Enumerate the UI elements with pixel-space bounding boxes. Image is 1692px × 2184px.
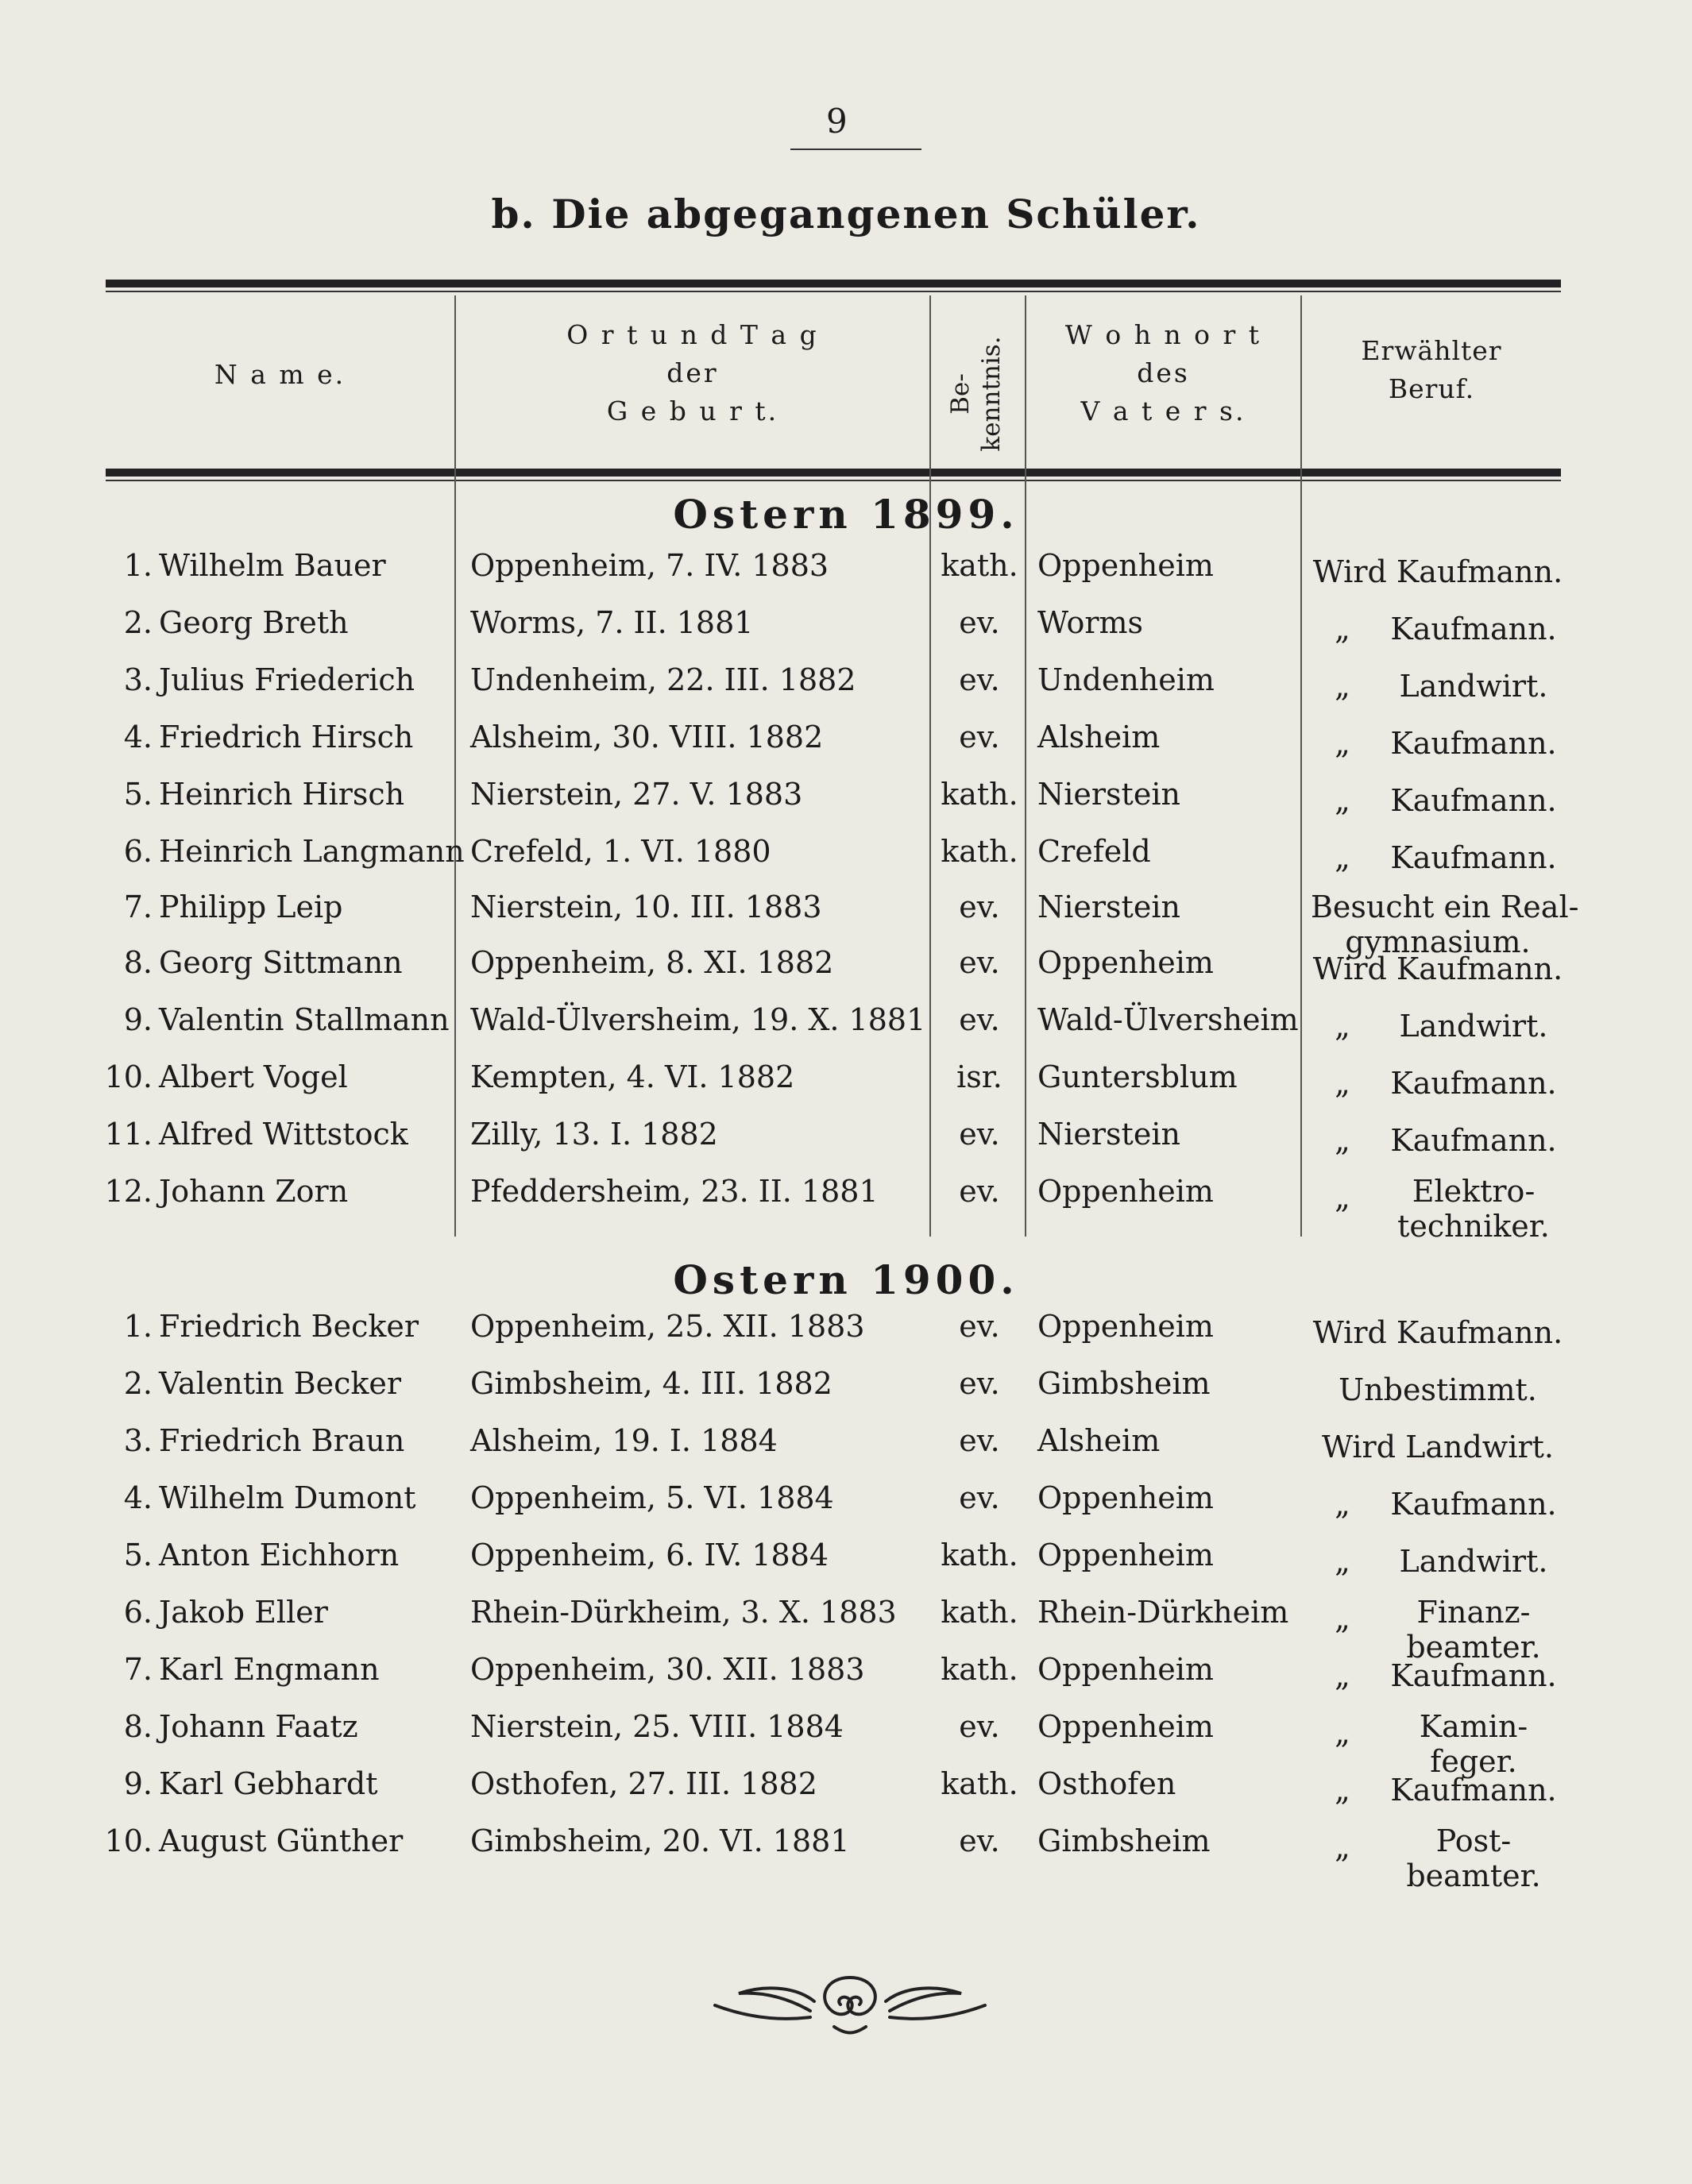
birth-place-date: Alsheim, 19. I. 1884	[470, 1423, 778, 1458]
student-name: Johann Zorn	[159, 1174, 349, 1209]
birth-place-date: Zilly, 13. I. 1882	[470, 1117, 718, 1152]
student-name: Albert Vogel	[159, 1059, 348, 1094]
table-row	[0, 889, 1692, 959]
row-number: 5.	[123, 1538, 153, 1572]
confession: ev.	[959, 1423, 1000, 1458]
confession: kath.	[941, 1652, 1018, 1687]
student-name: Wilhelm Dumont	[159, 1480, 416, 1515]
chosen-profession-line2: beamter.	[1406, 1630, 1541, 1665]
confession: ev.	[959, 1366, 1000, 1401]
confession: ev.	[959, 945, 1000, 980]
chosen-profession-line1: Besucht ein Real-	[1311, 889, 1579, 924]
row-number: 7.	[123, 889, 153, 924]
confession: ev.	[959, 720, 1000, 754]
row-number: 7.	[123, 1652, 153, 1687]
chosen-profession: Kaufmann.	[1390, 726, 1557, 761]
chosen-profession: Wird Kaufmann.	[1312, 1315, 1563, 1350]
student-name: Heinrich Langmann	[159, 834, 465, 869]
row-number: 10.	[104, 1823, 153, 1858]
table-row	[0, 777, 1692, 832]
table-row	[0, 1174, 1692, 1244]
father-residence: Oppenheim	[1037, 945, 1214, 980]
birth-place-date: Nierstein, 25. VIII. 1884	[470, 1709, 844, 1744]
chosen-profession: Wird Kaufmann.	[1312, 554, 1563, 589]
ditto-mark: „	[1335, 1123, 1350, 1158]
table-row	[0, 1309, 1692, 1364]
father-residence: Oppenheim	[1037, 1652, 1214, 1687]
confession: kath.	[941, 834, 1018, 869]
ditto-mark: „	[1335, 1009, 1350, 1044]
row-number: 1.	[123, 548, 153, 583]
father-residence: Oppenheim	[1037, 1174, 1214, 1209]
section-title-1900: Ostern 1900.	[673, 1256, 1019, 1303]
student-name: Jakob Eller	[159, 1595, 328, 1630]
birth-place-date: Pfeddersheim, 23. II. 1881	[470, 1174, 879, 1209]
birth-place-date: Oppenheim, 6. IV. 1884	[470, 1538, 829, 1572]
chosen-profession: Kaufmann.	[1390, 612, 1557, 646]
row-number: 8.	[123, 1709, 153, 1744]
student-name: Julius Friederich	[159, 662, 415, 697]
table-row	[0, 1423, 1692, 1479]
chosen-profession: Kaufmann.	[1390, 1658, 1557, 1693]
table-row	[0, 548, 1692, 604]
father-residence: Nierstein	[1037, 889, 1180, 924]
father-residence: Rhein-Dürkheim	[1037, 1595, 1289, 1630]
table-row	[0, 662, 1692, 718]
header-bottom-rule-thin	[106, 480, 1561, 481]
ditto-mark: „	[1335, 1773, 1350, 1808]
confession: ev.	[959, 1709, 1000, 1744]
birth-place-date: Undenheim, 22. III. 1882	[470, 662, 856, 697]
header-birth-line1: O r t u n d T a g	[566, 319, 819, 350]
student-name: Georg Sittmann	[159, 945, 403, 980]
header-profession-line2: Beruf.	[1388, 372, 1475, 404]
student-name: Valentin Stallmann	[159, 1002, 450, 1037]
ditto-mark: „	[1335, 1715, 1350, 1750]
birth-place-date: Rhein-Dürkheim, 3. X. 1883	[470, 1595, 897, 1630]
header-home-line3: V a t e r s.	[1080, 395, 1246, 426]
table-row	[0, 945, 1692, 1001]
ditto-mark: „	[1335, 1830, 1350, 1865]
chosen-profession: Kaufmann.	[1390, 1773, 1557, 1808]
table-row	[0, 1480, 1692, 1536]
section-title-1899: Ostern 1899.	[673, 491, 1019, 538]
chosen-profession: Landwirt.	[1399, 1544, 1548, 1579]
student-name: Valentin Becker	[159, 1366, 402, 1401]
header-name: N a m e.	[214, 359, 346, 390]
table-row	[0, 1117, 1692, 1172]
student-name: Friedrich Braun	[159, 1423, 405, 1458]
student-name: Alfred Wittstock	[159, 1117, 408, 1152]
birth-place-date: Kempten, 4. VI. 1882	[470, 1059, 795, 1094]
confession: ev.	[959, 1174, 1000, 1209]
header-birth	[456, 316, 929, 430]
header-bottom-rule	[106, 469, 1561, 477]
father-residence: Oppenheim	[1037, 1480, 1214, 1515]
ditto-mark: „	[1335, 1658, 1350, 1693]
chosen-profession: Landwirt.	[1399, 669, 1548, 704]
father-residence: Nierstein	[1037, 777, 1180, 812]
chosen-profession-line2: techniker.	[1397, 1209, 1550, 1244]
chosen-profession: Landwirt.	[1399, 1009, 1548, 1044]
ditto-mark: „	[1335, 1180, 1350, 1215]
father-residence: Alsheim	[1037, 1423, 1161, 1458]
chosen-profession-line2: beamter.	[1406, 1858, 1541, 1893]
birth-place-date: Gimbsheim, 4. III. 1882	[470, 1366, 832, 1401]
ditto-mark: „	[1335, 783, 1350, 818]
row-number: 9.	[123, 1766, 153, 1801]
student-name: Wilhelm Bauer	[159, 548, 386, 583]
row-number: 11.	[104, 1117, 153, 1152]
student-name: Johann Faatz	[159, 1709, 358, 1744]
header-confession-line1: Be-	[946, 373, 975, 415]
father-residence: Nierstein	[1037, 1117, 1180, 1152]
chosen-profession: Unbestimmt.	[1339, 1372, 1537, 1407]
table-row	[0, 834, 1692, 889]
confession: ev.	[959, 1002, 1000, 1037]
father-residence: Osthofen	[1037, 1766, 1176, 1801]
ditto-mark: „	[1335, 1601, 1350, 1636]
header-birth-line3: G e b u r t.	[606, 395, 779, 426]
student-name: Friedrich Becker	[159, 1309, 419, 1344]
confession: ev.	[959, 1823, 1000, 1858]
birth-place-date: Osthofen, 27. III. 1882	[470, 1766, 817, 1801]
header-home-line2: des	[1137, 357, 1190, 388]
ditto-mark: „	[1335, 1066, 1350, 1101]
row-number: 9.	[123, 1002, 153, 1037]
father-residence: Alsheim	[1037, 720, 1161, 754]
student-name: Karl Gebhardt	[159, 1766, 378, 1801]
row-number: 8.	[123, 945, 153, 980]
birth-place-date: Oppenheim, 8. XI. 1882	[470, 945, 834, 980]
student-name: Karl Engmann	[159, 1652, 380, 1687]
confession: ev.	[959, 1117, 1000, 1152]
header-confession-line2: kenntnis.	[976, 336, 1006, 452]
chosen-profession: Kaufmann.	[1390, 1487, 1557, 1522]
page-number: 9	[826, 102, 848, 141]
chosen-profession: Kaufmann.	[1390, 840, 1557, 875]
table-top-rule-thin	[106, 291, 1561, 292]
row-number: 1.	[123, 1309, 153, 1344]
header-home-line1: W o h n o r t	[1064, 319, 1262, 350]
confession: kath.	[941, 1538, 1018, 1572]
row-number: 10.	[104, 1059, 153, 1094]
father-residence: Oppenheim	[1037, 1309, 1214, 1344]
ditto-mark: „	[1335, 612, 1350, 646]
header-profession	[1302, 332, 1561, 408]
ditto-mark: „	[1335, 1544, 1350, 1579]
row-number: 2.	[123, 605, 153, 640]
header-profession-line1: Erwählter	[1361, 335, 1502, 366]
row-number: 6.	[123, 834, 153, 869]
ornament-icon	[691, 1962, 1009, 2041]
confession: isr.	[956, 1059, 1002, 1094]
row-number: 3.	[123, 1423, 153, 1458]
birth-place-date: Oppenheim, 30. XII. 1883	[470, 1652, 865, 1687]
confession: ev.	[959, 605, 1000, 640]
table-row	[0, 1059, 1692, 1115]
table-row	[0, 1823, 1692, 1893]
ditto-mark: „	[1335, 726, 1350, 761]
confession: kath.	[941, 548, 1018, 583]
birth-place-date: Oppenheim, 7. IV. 1883	[470, 548, 829, 583]
student-name: Heinrich Hirsch	[159, 777, 405, 812]
table-row	[0, 605, 1692, 661]
chosen-profession-line1: Post-	[1435, 1823, 1512, 1858]
chosen-profession-line2: feger.	[1430, 1744, 1517, 1779]
student-name: Friedrich Hirsch	[159, 720, 414, 754]
chosen-profession: Wird Landwirt.	[1322, 1430, 1554, 1464]
header-birth-line2: der	[666, 357, 719, 388]
table-row	[0, 1709, 1692, 1779]
birth-place-date: Gimbsheim, 20. VI. 1881	[470, 1823, 850, 1858]
birth-place-date: Alsheim, 30. VIII. 1882	[470, 720, 824, 754]
confession: kath.	[941, 1595, 1018, 1630]
row-number: 4.	[123, 720, 153, 754]
father-residence: Wald-Ülversheim	[1037, 1002, 1299, 1037]
table-row	[0, 720, 1692, 775]
row-number: 5.	[123, 777, 153, 812]
chosen-profession: Kaufmann.	[1390, 1123, 1557, 1158]
table-row	[0, 1766, 1692, 1822]
student-name: Anton Eichhorn	[159, 1538, 400, 1572]
student-name: Georg Breth	[159, 605, 349, 640]
birth-place-date: Nierstein, 27. V. 1883	[470, 777, 803, 812]
birth-place-date: Crefeld, 1. VI. 1880	[470, 834, 771, 869]
birth-place-date: Wald-Ülversheim, 19. X. 1881	[470, 1002, 926, 1037]
header-home	[1026, 316, 1300, 430]
header-confession	[945, 302, 1010, 486]
birth-place-date: Worms, 7. II. 1881	[470, 605, 754, 640]
confession: kath.	[941, 777, 1018, 812]
father-residence: Guntersblum	[1037, 1059, 1238, 1094]
confession: ev.	[959, 1309, 1000, 1344]
student-name: August Günther	[159, 1823, 404, 1858]
chosen-profession-line1: Finanz-	[1416, 1595, 1531, 1630]
table-top-rule	[106, 280, 1561, 287]
father-residence: Gimbsheim	[1037, 1823, 1211, 1858]
row-number: 3.	[123, 662, 153, 697]
table-row	[0, 1652, 1692, 1707]
father-residence: Worms	[1037, 605, 1144, 640]
chosen-profession: Wird Kaufmann.	[1312, 951, 1563, 986]
row-number: 12.	[104, 1174, 153, 1209]
chosen-profession: Kaufmann.	[1390, 1066, 1557, 1101]
birth-place-date: Oppenheim, 5. VI. 1884	[470, 1480, 834, 1515]
father-residence: Oppenheim	[1037, 1709, 1214, 1744]
table-row	[0, 1538, 1692, 1593]
chosen-profession: Kaufmann.	[1390, 783, 1557, 818]
birth-place-date: Nierstein, 10. III. 1883	[470, 889, 822, 924]
father-residence: Oppenheim	[1037, 1538, 1214, 1572]
father-residence: Crefeld	[1037, 834, 1151, 869]
father-residence: Oppenheim	[1037, 548, 1214, 583]
ditto-mark: „	[1335, 669, 1350, 704]
confession: ev.	[959, 889, 1000, 924]
page-number-rule	[790, 149, 921, 150]
ditto-mark: „	[1335, 1487, 1350, 1522]
page-heading: b. Die abgegangenen Schüler.	[491, 191, 1201, 237]
confession: ev.	[959, 662, 1000, 697]
birth-place-date: Oppenheim, 25. XII. 1883	[470, 1309, 865, 1344]
father-residence: Undenheim	[1037, 662, 1215, 697]
table-row	[0, 1595, 1692, 1665]
row-number: 4.	[123, 1480, 153, 1515]
confession: ev.	[959, 1480, 1000, 1515]
table-row	[0, 1366, 1692, 1422]
ditto-mark: „	[1335, 840, 1350, 875]
chosen-profession-line2: gymnasium.	[1345, 924, 1531, 959]
father-residence: Gimbsheim	[1037, 1366, 1211, 1401]
row-number: 6.	[123, 1595, 153, 1630]
chosen-profession-line1: Elektro-	[1412, 1174, 1536, 1209]
row-number: 2.	[123, 1366, 153, 1401]
confession: kath.	[941, 1766, 1018, 1801]
student-name: Philipp Leip	[159, 889, 343, 924]
chosen-profession-line1: Kamin-	[1419, 1709, 1528, 1744]
table-row	[0, 1002, 1692, 1058]
